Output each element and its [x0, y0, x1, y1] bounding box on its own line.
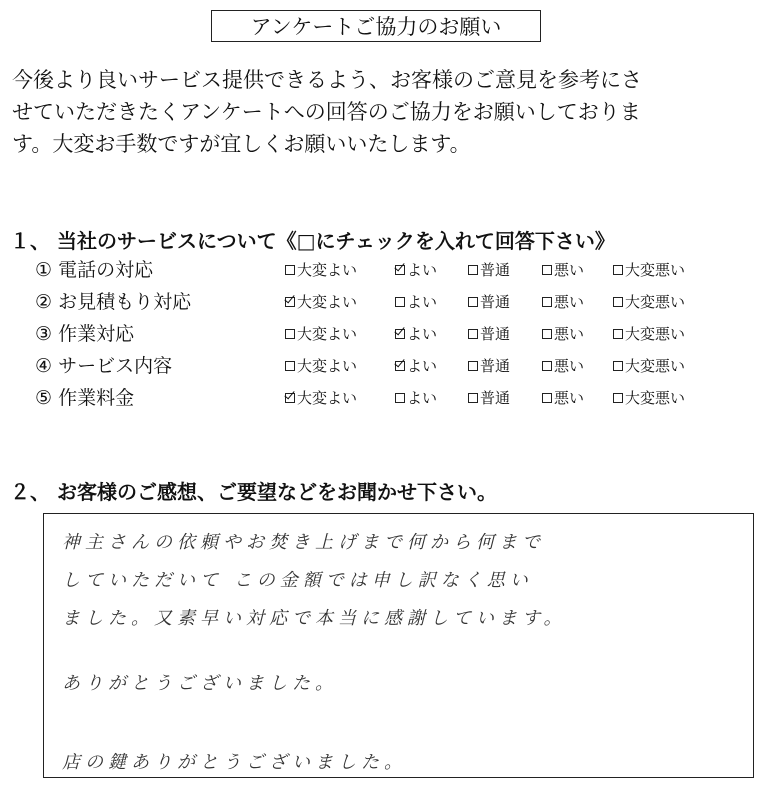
comment-box[interactable]	[43, 513, 754, 778]
rating-option-label: 普通	[480, 389, 511, 407]
rating-option-label: よい	[407, 261, 438, 279]
checkbox-icon[interactable]	[285, 361, 295, 371]
rating-option[interactable]	[468, 292, 510, 312]
intro-line: せていただきたくアンケートへの回答のご協力をお願いしておりま	[12, 100, 641, 124]
rating-row	[35, 384, 735, 416]
checkbox-icon[interactable]	[468, 297, 478, 307]
handwritten-line: ありがとうございました。	[62, 673, 338, 694]
rating-option-label: 悪い	[554, 293, 585, 311]
rating-option-label: 大変よい	[297, 357, 358, 375]
rating-option-label: 大変悪い	[625, 325, 686, 343]
rating-option-label: 大変よい	[297, 389, 358, 407]
handwritten-line: していただいて この金額では申し訳なく思い	[62, 570, 533, 591]
rating-option-label: 悪い	[554, 325, 585, 343]
rating-option-label: 大変悪い	[625, 357, 686, 375]
checked-box-icon[interactable]	[395, 329, 405, 339]
survey-title: アンケートご協力のお願い	[211, 10, 541, 42]
checkbox-icon[interactable]	[395, 297, 405, 307]
rating-option[interactable]	[395, 356, 437, 376]
checkbox-icon[interactable]	[542, 297, 552, 307]
rating-item-label: ③ 作業対応	[35, 323, 135, 345]
rating-item-label: ① 電話の対応	[35, 259, 154, 281]
rating-option-label: 普通	[480, 293, 511, 311]
rating-item-label: ② お見積もり対応	[35, 291, 192, 313]
handwritten-line: 店の鍵ありがとうございました。	[62, 752, 407, 773]
checkbox-icon[interactable]	[468, 393, 478, 403]
rating-option[interactable]	[395, 388, 437, 408]
rating-table	[35, 256, 735, 416]
rating-item-label: ④ サービス内容	[35, 355, 173, 377]
rating-option[interactable]	[285, 260, 357, 280]
checkbox-icon[interactable]	[542, 361, 552, 371]
checkbox-icon[interactable]	[468, 265, 478, 275]
rating-option-label: 普通	[480, 261, 511, 279]
checkbox-icon[interactable]	[613, 393, 623, 403]
checkbox-icon[interactable]	[285, 329, 295, 339]
checkbox-icon[interactable]	[542, 393, 552, 403]
intro-line: 今後より良いサービス提供できるよう、お客様のご意見を参考にさ	[12, 68, 642, 92]
rating-option[interactable]	[613, 292, 685, 312]
rating-option-label: 悪い	[554, 357, 585, 375]
checked-box-icon[interactable]	[395, 265, 405, 275]
rating-row	[35, 288, 735, 320]
checkbox-icon[interactable]	[613, 329, 623, 339]
rating-option-label: 普通	[480, 325, 511, 343]
rating-option[interactable]	[542, 324, 584, 344]
question-1-heading: １、 当社のサービスについて《□にチェックを入れて回答下さい》	[10, 229, 615, 253]
checkbox-icon[interactable]	[468, 361, 478, 371]
rating-option-label: 大変悪い	[625, 389, 686, 407]
intro-line: す。大変お手数ですが宜しくお願いいたします。	[12, 132, 471, 156]
rating-option[interactable]	[542, 356, 584, 376]
rating-option-label: よい	[407, 325, 438, 343]
rating-option-label: 悪い	[554, 389, 585, 407]
rating-option[interactable]	[542, 292, 584, 312]
checkbox-icon[interactable]	[468, 329, 478, 339]
checkbox-icon[interactable]	[542, 329, 552, 339]
handwritten-line: 神主さんの依頼やお焚き上げまで何から何まで	[62, 532, 545, 553]
checked-box-icon[interactable]	[285, 297, 295, 307]
rating-option[interactable]	[285, 388, 357, 408]
checkbox-icon[interactable]	[613, 297, 623, 307]
handwritten-line: ました。又素早い対応で本当に感謝しています。	[62, 608, 567, 629]
rating-option-label: 大変よい	[297, 293, 358, 311]
checked-box-icon[interactable]	[395, 361, 405, 371]
rating-option-label: 大変よい	[297, 261, 358, 279]
rating-option-label: 大変悪い	[625, 261, 686, 279]
rating-option-label: 悪い	[554, 261, 585, 279]
rating-option[interactable]	[395, 324, 437, 344]
rating-option-label: 大変悪い	[625, 293, 686, 311]
rating-item-label: ⑤ 作業料金	[35, 387, 135, 409]
rating-row	[35, 256, 735, 288]
checkbox-icon[interactable]	[395, 393, 405, 403]
rating-option[interactable]	[468, 324, 510, 344]
rating-option[interactable]	[542, 388, 584, 408]
question-2-heading: ２、 お客様のご感想、ご要望などをお聞かせ下さい。	[10, 480, 497, 504]
rating-option-label: 大変よい	[297, 325, 358, 343]
checkbox-icon[interactable]	[285, 265, 295, 275]
rating-option[interactable]	[395, 260, 437, 280]
rating-row	[35, 320, 735, 352]
intro-text	[12, 64, 752, 160]
rating-option[interactable]	[285, 292, 357, 312]
checkbox-icon[interactable]	[613, 361, 623, 371]
rating-option[interactable]	[613, 356, 685, 376]
rating-row	[35, 352, 735, 384]
checkbox-icon[interactable]	[613, 265, 623, 275]
rating-option[interactable]	[613, 324, 685, 344]
rating-option[interactable]	[613, 260, 685, 280]
rating-option[interactable]	[468, 260, 510, 280]
rating-option[interactable]	[613, 388, 685, 408]
rating-option-label: よい	[407, 293, 438, 311]
rating-option-label: よい	[407, 389, 438, 407]
rating-option[interactable]	[285, 324, 357, 344]
rating-option[interactable]	[542, 260, 584, 280]
rating-option[interactable]	[395, 292, 437, 312]
rating-option-label: よい	[407, 357, 438, 375]
checked-box-icon[interactable]	[285, 393, 295, 403]
rating-option[interactable]	[468, 356, 510, 376]
rating-option[interactable]	[468, 388, 510, 408]
rating-option[interactable]	[285, 356, 357, 376]
rating-option-label: 普通	[480, 357, 511, 375]
checkbox-icon[interactable]	[542, 265, 552, 275]
